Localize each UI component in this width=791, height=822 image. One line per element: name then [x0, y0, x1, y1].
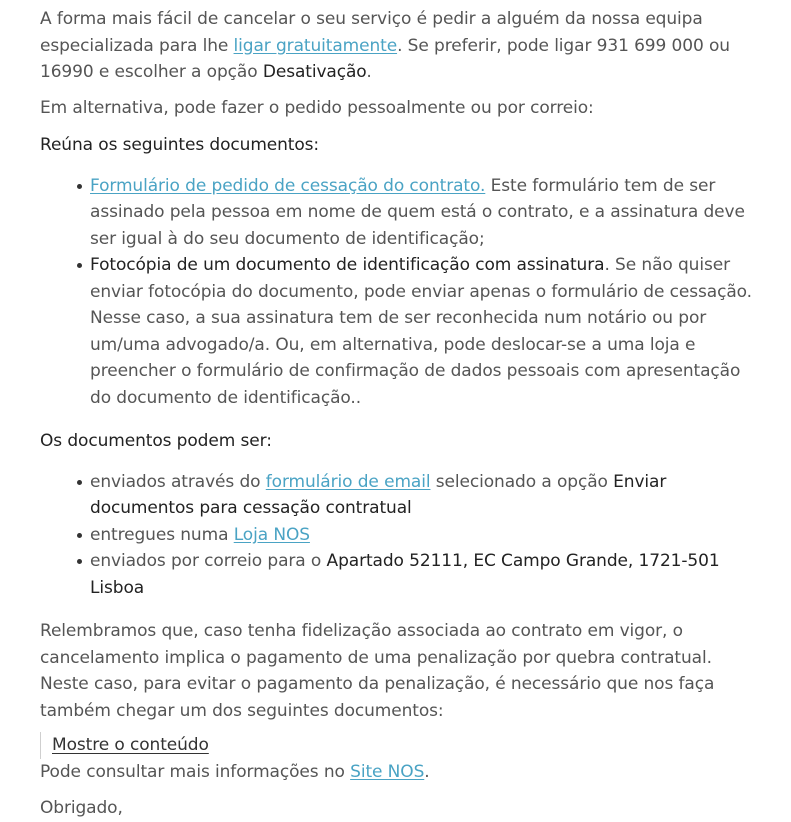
delivery-list	[40, 469, 755, 602]
list-item-text: enviados através do	[90, 471, 266, 492]
intro-text: A forma mais fácil de cancelar o seu serviço é pedir a alguém da nossa equipa especializada para lhe	[40, 9, 703, 56]
signoff: Obrigado,	[40, 798, 123, 818]
documents-heading: Reúna os seguintes documentos:	[40, 135, 320, 155]
list-item	[90, 252, 755, 411]
list-item-bold: Fotocópia de um documento de identificação com assinatura	[90, 255, 605, 275]
list-item	[90, 173, 755, 253]
intro-paragraph	[40, 6, 755, 86]
reminder-line-1: Relembramos que, caso tenha fidelização associada ao contrato em vigor, o cancelamento implica o pagamento de uma penalização por quebra contratual.	[40, 621, 712, 668]
nos-site-link[interactable]: Site NOS	[350, 761, 425, 782]
intro-text-2: . Se preferir, pode ligar 931 699 000 ou 16990 e escolher a opção	[40, 35, 730, 82]
list-item-text: enviados por correio para o	[90, 551, 327, 571]
delivery-heading: Os documentos podem ser:	[40, 431, 272, 451]
more-info-paragraph	[40, 759, 755, 786]
show-content-toggle[interactable]	[40, 732, 755, 759]
cessation-form-link[interactable]: Formulário de pedido de cessação do contrato.	[90, 175, 486, 196]
alternative-paragraph: Em alternativa, pode fazer o pedido pessoalmente ou por correio:	[40, 97, 594, 118]
more-info-text: Pode consultar mais informações no	[40, 761, 351, 782]
list-item-text: entregues numa	[90, 524, 234, 545]
email-body	[40, 6, 755, 822]
show-content-label: Mostre o conteúdo	[52, 735, 209, 755]
deactivation-option: Desativação	[262, 62, 367, 82]
free-call-link[interactable]: ligar gratuitamente	[233, 35, 398, 56]
nos-store-link[interactable]: Loja NOS	[233, 524, 310, 545]
intro-text-3: .	[366, 62, 372, 82]
list-item	[90, 548, 755, 601]
more-info-text-end: .	[424, 761, 430, 782]
list-item-bold: Enviar documentos para cessação contratual	[90, 471, 667, 518]
email-form-link[interactable]: formulário de email	[265, 471, 431, 492]
postal-address: Apartado 52111, EC Campo Grande, 1721-501 Lisboa	[90, 551, 720, 598]
list-item	[90, 522, 755, 549]
list-item-text: . Se não quiser enviar fotocópia do documento, pode enviar apenas o formulário de cessação. Nesse caso, a sua assinatura tem de ser reconhecida num notário ou por um/uma advogado/a. Ou, em alternativa, pode deslocar-se a uma loja e preencher o formulário de confirmação de dados pessoais com apresentação do documento de identificação..	[90, 255, 752, 408]
reminder-paragraph	[40, 618, 755, 724]
documents-list	[40, 173, 755, 412]
list-item-text: Este formulário tem de ser assinado pela pessoa em nome de quem está o contrato, e a assinatura deve ser igual à do seu documento de identificação;	[90, 175, 745, 249]
list-item	[90, 469, 755, 522]
reminder-line-2: Neste caso, para evitar o pagamento da penalização, é necessário que nos faça também chegar um dos seguintes documentos:	[40, 674, 715, 721]
list-item-text: selecionado a opção	[430, 471, 614, 492]
